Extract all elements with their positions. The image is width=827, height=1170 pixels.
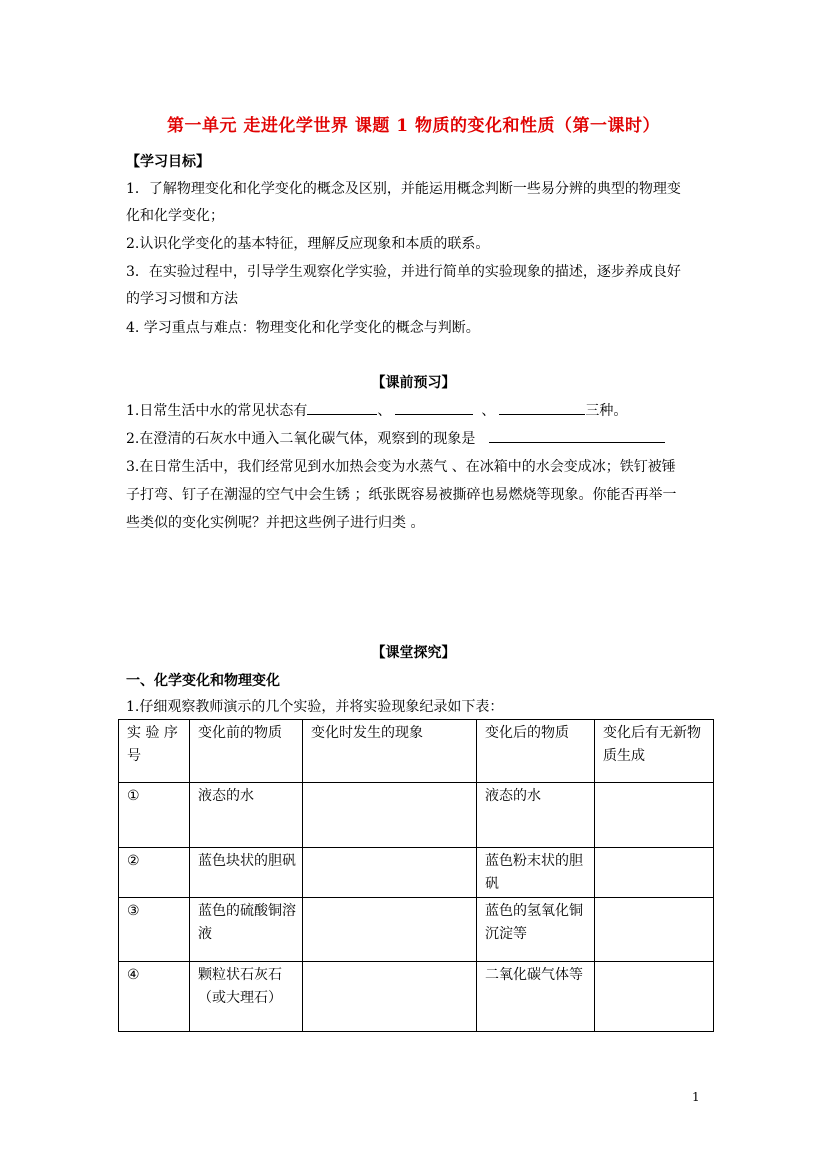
explore-instruction: 1.仔细观察教师演示的几个实验，并将实验现象纪录如下表： — [126, 699, 504, 715]
objective-line: 1．了解物理变化和化学变化的概念及区别，并能运用概念判断一些易分辨的典型的物理变 — [126, 181, 681, 197]
document-title: 第一单元 走进化学世界 课题 1 物质的变化和性质（第一课时） — [166, 116, 660, 136]
table-cell: 液态的水 — [190, 783, 303, 848]
preview-question-3-line: 些类似的变化实例呢？并把这些例子进行归类 。 — [126, 515, 425, 531]
header-cell: 变化后的物质 — [477, 720, 595, 783]
table-cell[interactable] — [303, 783, 477, 848]
explore-heading: 【课堂探究】 — [371, 645, 456, 661]
separator: 、 — [481, 403, 496, 419]
objective-line: 4. 学习重点与难点：物理变化和化学变化的概念与判断。 — [126, 320, 480, 336]
table-cell: 蓝色的硫酸铜溶液 — [190, 898, 303, 962]
header-cell: 变化时发生的现象 — [303, 720, 477, 783]
explore-subheading: 一、化学变化和物理变化 — [126, 673, 280, 689]
question-text: 三种。 — [585, 403, 628, 419]
experiment-table — [118, 719, 714, 1032]
preview-question-3-line: 3.在日常生活中，我们经常见到水加热会变为水蒸气 、在冰箱中的水会变成冰；铁钉被锤 — [126, 459, 676, 475]
table-cell: ④ — [119, 962, 190, 1032]
preview-question-3-line: 子打弯、钉子在潮湿的空气中会生锈 ；纸张既容易被撕碎也易燃烧等现象。你能否再举一 — [126, 487, 677, 503]
table-cell: 蓝色的氢氧化铜沉淀等 — [477, 898, 595, 962]
table-header-row — [119, 720, 714, 783]
answer-blank[interactable] — [499, 400, 585, 415]
table-cell: 二氧化碳气体等 — [477, 962, 595, 1032]
header-cell: 实 验 序号 — [119, 720, 190, 783]
table-cell[interactable] — [595, 962, 714, 1032]
question-text: 1.日常生活中水的常见状态有 — [126, 403, 308, 419]
header-cell: 变化后有无新物质生成 — [595, 720, 714, 783]
separator: 、 — [377, 403, 392, 419]
preview-question-1 — [126, 400, 627, 421]
objective-line: 化和化学变化； — [126, 208, 224, 224]
table-cell[interactable] — [303, 962, 477, 1032]
objective-line: 的学习习惯和方法 — [126, 291, 238, 307]
objective-line: 3．在实验过程中，引导学生观察化学实验，并进行简单的实验现象的描述，逐步养成良好 — [126, 264, 681, 280]
table-cell: 蓝色粉末状的胆矾 — [477, 848, 595, 898]
table-cell: ③ — [119, 898, 190, 962]
question-text: 2.在澄清的石灰水中通入二氧化碳气体，观察到的现象是 — [126, 431, 476, 447]
table-cell: 蓝色块状的胆矾 — [190, 848, 303, 898]
table-cell[interactable] — [303, 848, 477, 898]
preview-heading: 【课前预习】 — [371, 375, 456, 391]
table-row — [119, 848, 714, 898]
answer-blank[interactable] — [307, 400, 377, 415]
objective-line: 2.认识化学变化的基本特征，理解反应现象和本质的联系。 — [126, 236, 490, 252]
table-cell: 液态的水 — [477, 783, 595, 848]
table-cell: 颗粒状石灰石（或大理石） — [190, 962, 303, 1032]
answer-blank[interactable] — [489, 428, 665, 443]
page-number: 1 — [692, 1090, 700, 1104]
table-row — [119, 962, 714, 1032]
preview-question-2 — [126, 428, 665, 449]
table-cell: ② — [119, 848, 190, 898]
table-cell: ① — [119, 783, 190, 848]
header-cell: 变化前的物质 — [190, 720, 303, 783]
table-row — [119, 783, 714, 848]
table-cell[interactable] — [595, 848, 714, 898]
table-cell[interactable] — [303, 898, 477, 962]
answer-blank[interactable] — [395, 400, 473, 415]
table-cell[interactable] — [595, 898, 714, 962]
table-cell[interactable] — [595, 783, 714, 848]
objectives-heading: 【学习目标】 — [126, 154, 210, 170]
table-row — [119, 898, 714, 962]
